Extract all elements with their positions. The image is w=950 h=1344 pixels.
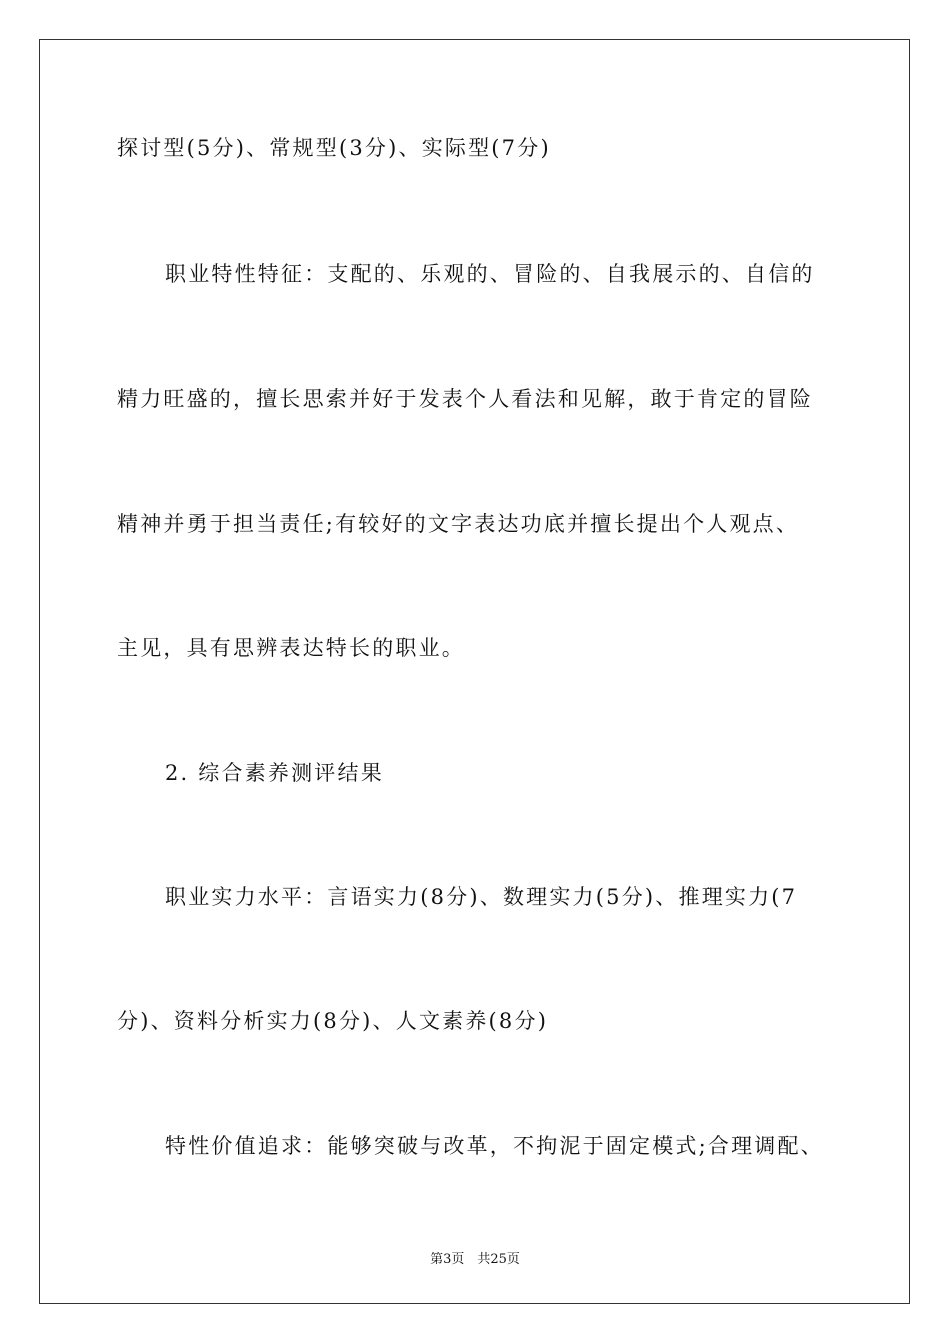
page-frame bbox=[39, 39, 910, 1304]
text-line-8: 分)、资料分析实力(8分)、人文素养(8分) bbox=[117, 1009, 549, 1033]
text-line-5: 主见，具有思辨表达特长的职业。 bbox=[117, 636, 465, 660]
page-number: 第3页 共25页 bbox=[430, 1252, 520, 1267]
text-line-7: 职业实力水平：言语实力(8分)、数理实力(5分)、推理实力(7 bbox=[165, 885, 798, 909]
section-heading: 2. 综合素养测评结果 bbox=[165, 761, 384, 785]
text-line-4: 精神并勇于担当责任;有较好的文字表达功底并擅长提出个人观点、 bbox=[117, 512, 800, 536]
text-line-2: 职业特性特征：支配的、乐观的、冒险的、自我展示的、自信的 bbox=[165, 262, 815, 286]
text-line-3: 精力旺盛的，擅长思索并好于发表个人看法和见解，敢于肯定的冒险 bbox=[117, 387, 813, 411]
text-line-1: 探讨型(5分)、常规型(3分)、实际型(7分) bbox=[117, 136, 551, 160]
text-line-9: 特性价值追求：能够突破与改革，不拘泥于固定模式;合理调配、 bbox=[165, 1134, 824, 1158]
